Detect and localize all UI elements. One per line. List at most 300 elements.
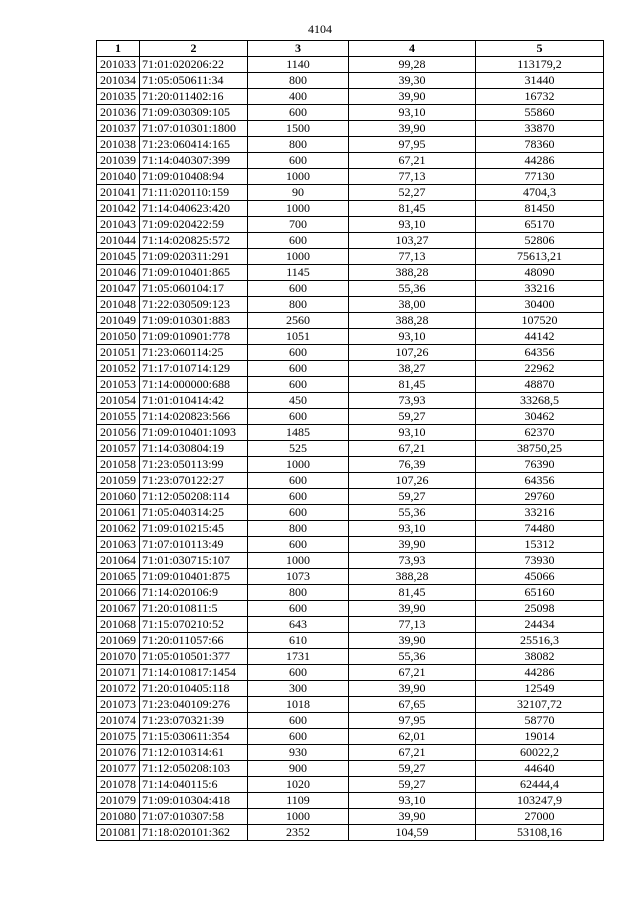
table-cell: 201046	[97, 265, 140, 281]
table-cell: 4704,3	[476, 185, 604, 201]
table-cell: 201078	[97, 777, 140, 793]
table-cell: 44286	[476, 153, 604, 169]
table-cell: 600	[248, 601, 349, 617]
table-cell: 62,01	[349, 729, 476, 745]
table-cell: 71:09:010408:94	[140, 169, 248, 185]
table-row	[97, 777, 604, 793]
table-cell: 800	[248, 73, 349, 89]
table-cell: 1000	[248, 809, 349, 825]
table-cell: 71:05:050611:34	[140, 73, 248, 89]
table-cell: 201050	[97, 329, 140, 345]
table-cell: 73,93	[349, 553, 476, 569]
table-row	[97, 73, 604, 89]
table-cell: 65170	[476, 217, 604, 233]
table-cell: 71:09:010304:418	[140, 793, 248, 809]
table-cell: 201063	[97, 537, 140, 553]
table-cell: 201045	[97, 249, 140, 265]
table-row	[97, 585, 604, 601]
table-cell: 71:09:010401:865	[140, 265, 248, 281]
table-body	[97, 57, 604, 841]
table-row	[97, 393, 604, 409]
table-row	[97, 137, 604, 153]
table-cell: 1109	[248, 793, 349, 809]
table-cell: 71:14:010817:1454	[140, 665, 248, 681]
table-cell: 81,45	[349, 585, 476, 601]
table-row	[97, 761, 604, 777]
table-cell: 600	[248, 713, 349, 729]
table-cell: 525	[248, 441, 349, 457]
table-cell: 201033	[97, 57, 140, 73]
table-cell: 201047	[97, 281, 140, 297]
table-cell: 33870	[476, 121, 604, 137]
table-cell: 201058	[97, 457, 140, 473]
table-cell: 71:14:020823:566	[140, 409, 248, 425]
table-cell: 71:09:010901:778	[140, 329, 248, 345]
table-cell: 71:09:030309:105	[140, 105, 248, 121]
table-cell: 38,00	[349, 297, 476, 313]
table-row	[97, 441, 604, 457]
table-cell: 59,27	[349, 489, 476, 505]
table-cell: 71:23:050113:99	[140, 457, 248, 473]
table-cell: 71:05:060104:17	[140, 281, 248, 297]
table-cell: 71:09:010301:883	[140, 313, 248, 329]
table-cell: 99,28	[349, 57, 476, 73]
table-row	[97, 345, 604, 361]
table-cell: 103247,9	[476, 793, 604, 809]
table-cell: 1000	[248, 553, 349, 569]
table-cell: 44142	[476, 329, 604, 345]
table-cell: 388,28	[349, 265, 476, 281]
table-cell: 1145	[248, 265, 349, 281]
table-cell: 39,90	[349, 601, 476, 617]
table-cell: 600	[248, 377, 349, 393]
table-cell: 15312	[476, 537, 604, 553]
table-cell: 38,27	[349, 361, 476, 377]
table-row	[97, 681, 604, 697]
table-cell: 59,27	[349, 777, 476, 793]
table-cell: 107,26	[349, 473, 476, 489]
table-cell: 201067	[97, 601, 140, 617]
table-cell: 64356	[476, 345, 604, 361]
table-cell: 93,10	[349, 521, 476, 537]
table-cell: 600	[248, 345, 349, 361]
table-cell: 62444,4	[476, 777, 604, 793]
table-cell: 643	[248, 617, 349, 633]
table-cell: 201055	[97, 409, 140, 425]
table-cell: 1073	[248, 569, 349, 585]
table-cell: 71:07:010307:58	[140, 809, 248, 825]
table-cell: 800	[248, 297, 349, 313]
table-cell: 201076	[97, 745, 140, 761]
table-cell: 201057	[97, 441, 140, 457]
table-cell: 71:20:011402:16	[140, 89, 248, 105]
table-row	[97, 521, 604, 537]
table-cell: 201056	[97, 425, 140, 441]
table-row	[97, 201, 604, 217]
table-cell: 201074	[97, 713, 140, 729]
table-cell: 201068	[97, 617, 140, 633]
table-cell: 388,28	[349, 569, 476, 585]
table-cell: 55,36	[349, 505, 476, 521]
table-row	[97, 537, 604, 553]
table-cell: 1000	[248, 169, 349, 185]
table-row	[97, 377, 604, 393]
table-cell: 71:07:010301:1800	[140, 121, 248, 137]
table-cell: 71:17:010714:129	[140, 361, 248, 377]
table-cell: 48870	[476, 377, 604, 393]
table-row	[97, 265, 604, 281]
table-cell: 67,65	[349, 697, 476, 713]
table-cell: 201054	[97, 393, 140, 409]
table-cell: 81,45	[349, 377, 476, 393]
column-header: 3	[248, 41, 349, 57]
table-cell: 600	[248, 233, 349, 249]
table-cell: 39,90	[349, 809, 476, 825]
table-cell: 1500	[248, 121, 349, 137]
table-cell: 31440	[476, 73, 604, 89]
table-cell: 600	[248, 281, 349, 297]
table-cell: 71:14:030804:19	[140, 441, 248, 457]
table-cell: 201034	[97, 73, 140, 89]
table-cell: 71:14:000000:688	[140, 377, 248, 393]
table-cell: 300	[248, 681, 349, 697]
table-cell: 55,36	[349, 281, 476, 297]
table-cell: 71:23:060414:165	[140, 137, 248, 153]
table-cell: 201039	[97, 153, 140, 169]
table-cell: 81450	[476, 201, 604, 217]
table-cell: 55,36	[349, 649, 476, 665]
table-cell: 2352	[248, 825, 349, 841]
table-cell: 900	[248, 761, 349, 777]
table-cell: 93,10	[349, 425, 476, 441]
table-cell: 600	[248, 489, 349, 505]
table-row	[97, 281, 604, 297]
table-row	[97, 697, 604, 713]
table-cell: 67,21	[349, 665, 476, 681]
table-cell: 201061	[97, 505, 140, 521]
table-cell: 600	[248, 473, 349, 489]
table-cell: 52,27	[349, 185, 476, 201]
table-cell: 450	[248, 393, 349, 409]
table-cell: 93,10	[349, 105, 476, 121]
table-cell: 107520	[476, 313, 604, 329]
table-cell: 71:11:020110:159	[140, 185, 248, 201]
table-cell: 39,90	[349, 89, 476, 105]
table-cell: 201043	[97, 217, 140, 233]
table-cell: 33268,5	[476, 393, 604, 409]
table-row	[97, 489, 604, 505]
table-cell: 33216	[476, 505, 604, 521]
table-cell: 388,28	[349, 313, 476, 329]
table-cell: 600	[248, 729, 349, 745]
table-cell: 78360	[476, 137, 604, 153]
table-cell: 93,10	[349, 793, 476, 809]
table-cell: 201048	[97, 297, 140, 313]
table-cell: 97,95	[349, 137, 476, 153]
table-row	[97, 329, 604, 345]
table-cell: 38082	[476, 649, 604, 665]
table-row	[97, 217, 604, 233]
table-cell: 71:09:020311:291	[140, 249, 248, 265]
table-cell: 201035	[97, 89, 140, 105]
table-row	[97, 617, 604, 633]
table-cell: 39,90	[349, 121, 476, 137]
table-cell: 71:12:050208:103	[140, 761, 248, 777]
table-cell: 71:01:030715:107	[140, 553, 248, 569]
table-cell: 60022,2	[476, 745, 604, 761]
table-cell: 201065	[97, 569, 140, 585]
table-cell: 1020	[248, 777, 349, 793]
table-cell: 77,13	[349, 169, 476, 185]
table-row	[97, 665, 604, 681]
table-cell: 201073	[97, 697, 140, 713]
table-cell: 90	[248, 185, 349, 201]
table-cell: 930	[248, 745, 349, 761]
table-row	[97, 793, 604, 809]
table-cell: 71:14:040115:6	[140, 777, 248, 793]
table-cell: 33216	[476, 281, 604, 297]
table-cell: 71:09:010215:45	[140, 521, 248, 537]
table-cell: 201064	[97, 553, 140, 569]
table-cell: 48090	[476, 265, 604, 281]
table-row	[97, 361, 604, 377]
table-cell: 201042	[97, 201, 140, 217]
table-row	[97, 233, 604, 249]
table-cell: 44640	[476, 761, 604, 777]
table-cell: 104,59	[349, 825, 476, 841]
table-cell: 39,90	[349, 537, 476, 553]
table-cell: 201080	[97, 809, 140, 825]
table-cell: 30462	[476, 409, 604, 425]
table-row	[97, 569, 604, 585]
table-cell: 2560	[248, 313, 349, 329]
table-cell: 800	[248, 521, 349, 537]
table-cell: 201069	[97, 633, 140, 649]
table-cell: 71:20:010811:5	[140, 601, 248, 617]
table-cell: 71:05:040314:25	[140, 505, 248, 521]
table-cell: 64356	[476, 473, 604, 489]
table-cell: 71:07:010113:49	[140, 537, 248, 553]
table-cell: 75613,21	[476, 249, 604, 265]
table-cell: 39,30	[349, 73, 476, 89]
table-cell: 201053	[97, 377, 140, 393]
table-cell: 201036	[97, 105, 140, 121]
table-cell: 71:23:060114:25	[140, 345, 248, 361]
table-cell: 12549	[476, 681, 604, 697]
table-cell: 67,21	[349, 153, 476, 169]
column-header: 1	[97, 41, 140, 57]
table-cell: 73930	[476, 553, 604, 569]
table-cell: 201051	[97, 345, 140, 361]
table-row	[97, 89, 604, 105]
table-cell: 201052	[97, 361, 140, 377]
table-row	[97, 409, 604, 425]
table-cell: 201066	[97, 585, 140, 601]
table-row	[97, 713, 604, 729]
table-cell: 39,90	[349, 633, 476, 649]
table-cell: 97,95	[349, 713, 476, 729]
table-cell: 71:12:010314:61	[140, 745, 248, 761]
table-cell: 77,13	[349, 249, 476, 265]
table-row	[97, 57, 604, 73]
table-cell: 45066	[476, 569, 604, 585]
table-cell: 71:14:040307:399	[140, 153, 248, 169]
table-cell: 71:18:020101:362	[140, 825, 248, 841]
table-row	[97, 169, 604, 185]
table-cell: 29760	[476, 489, 604, 505]
table-row	[97, 825, 604, 841]
table-row	[97, 633, 604, 649]
table-cell: 1000	[248, 249, 349, 265]
table-cell: 71:09:010401:1093	[140, 425, 248, 441]
table-cell: 610	[248, 633, 349, 649]
table-cell: 1731	[248, 649, 349, 665]
table-row	[97, 457, 604, 473]
table-cell: 800	[248, 585, 349, 601]
page-number: 4104	[308, 22, 332, 36]
table-cell: 67,21	[349, 745, 476, 761]
table-cell: 59,27	[349, 409, 476, 425]
table-cell: 93,10	[349, 329, 476, 345]
table-cell: 201060	[97, 489, 140, 505]
table-cell: 39,90	[349, 681, 476, 697]
table-cell: 65160	[476, 585, 604, 601]
table-cell: 77,13	[349, 617, 476, 633]
table-cell: 700	[248, 217, 349, 233]
table-cell: 71:01:020206:22	[140, 57, 248, 73]
table-cell: 71:05:010501:377	[140, 649, 248, 665]
table-row	[97, 553, 604, 569]
table-cell: 103,27	[349, 233, 476, 249]
table-cell: 201070	[97, 649, 140, 665]
table-cell: 201062	[97, 521, 140, 537]
table-cell: 600	[248, 409, 349, 425]
table-cell: 71:20:010405:118	[140, 681, 248, 697]
table-cell: 25516,3	[476, 633, 604, 649]
table-cell: 201077	[97, 761, 140, 777]
table-cell: 77130	[476, 169, 604, 185]
table-cell: 113179,2	[476, 57, 604, 73]
table-row	[97, 601, 604, 617]
table-cell: 25098	[476, 601, 604, 617]
table-row	[97, 745, 604, 761]
table-cell: 107,26	[349, 345, 476, 361]
table-cell: 71:09:010401:875	[140, 569, 248, 585]
table-cell: 44286	[476, 665, 604, 681]
table-cell: 76390	[476, 457, 604, 473]
column-header: 4	[349, 41, 476, 57]
table-cell: 1051	[248, 329, 349, 345]
table-cell: 71:15:070210:52	[140, 617, 248, 633]
column-header: 5	[476, 41, 604, 57]
table-cell: 201071	[97, 665, 140, 681]
table-cell: 73,93	[349, 393, 476, 409]
table-row	[97, 297, 604, 313]
table-cell: 16732	[476, 89, 604, 105]
table-cell: 22962	[476, 361, 604, 377]
table-cell: 600	[248, 505, 349, 521]
table-cell: 1140	[248, 57, 349, 73]
table-cell: 201037	[97, 121, 140, 137]
table-cell: 38750,25	[476, 441, 604, 457]
table-cell: 201044	[97, 233, 140, 249]
table-cell: 58770	[476, 713, 604, 729]
table-cell: 201072	[97, 681, 140, 697]
table-cell: 201049	[97, 313, 140, 329]
table-cell: 201040	[97, 169, 140, 185]
table-cell: 71:14:040623:420	[140, 201, 248, 217]
table-cell: 62370	[476, 425, 604, 441]
table-cell: 67,21	[349, 441, 476, 457]
table-cell: 71:23:070321:39	[140, 713, 248, 729]
table-cell: 59,27	[349, 761, 476, 777]
table-cell: 600	[248, 665, 349, 681]
table-cell: 53108,16	[476, 825, 604, 841]
table-cell: 76,39	[349, 457, 476, 473]
table-cell: 201081	[97, 825, 140, 841]
table-cell: 27000	[476, 809, 604, 825]
table-cell: 55860	[476, 105, 604, 121]
table-cell: 71:15:030611:354	[140, 729, 248, 745]
table-cell: 201041	[97, 185, 140, 201]
table-cell: 400	[248, 89, 349, 105]
table-row	[97, 313, 604, 329]
table-cell: 1018	[248, 697, 349, 713]
column-header: 2	[140, 41, 248, 57]
table-cell: 93,10	[349, 217, 476, 233]
table-cell: 30400	[476, 297, 604, 313]
table-cell: 32107,72	[476, 697, 604, 713]
table-row	[97, 649, 604, 665]
table-header-row	[97, 41, 604, 57]
table-cell: 81,45	[349, 201, 476, 217]
table-cell: 71:20:011057:66	[140, 633, 248, 649]
table-cell: 800	[248, 137, 349, 153]
table-cell: 24434	[476, 617, 604, 633]
table-row	[97, 185, 604, 201]
table-cell: 71:22:030509:123	[140, 297, 248, 313]
table-cell: 71:14:020106:9	[140, 585, 248, 601]
table-cell: 71:12:050208:114	[140, 489, 248, 505]
table-cell: 52806	[476, 233, 604, 249]
table-cell: 600	[248, 537, 349, 553]
table-row	[97, 121, 604, 137]
table-cell: 201075	[97, 729, 140, 745]
table-cell: 71:14:020825:572	[140, 233, 248, 249]
table-cell: 201059	[97, 473, 140, 489]
table-cell: 600	[248, 105, 349, 121]
table-cell: 1000	[248, 457, 349, 473]
table-row	[97, 153, 604, 169]
table-cell: 71:23:070122:27	[140, 473, 248, 489]
table-cell: 1000	[248, 201, 349, 217]
table-row	[97, 809, 604, 825]
table-row	[97, 105, 604, 121]
data-table	[96, 40, 604, 841]
table-row	[97, 505, 604, 521]
table-cell: 71:23:040109:276	[140, 697, 248, 713]
table-row	[97, 473, 604, 489]
table-cell: 1485	[248, 425, 349, 441]
table-cell: 74480	[476, 521, 604, 537]
table-cell: 71:01:010414:42	[140, 393, 248, 409]
table-cell: 19014	[476, 729, 604, 745]
table-cell: 600	[248, 153, 349, 169]
table-cell: 71:09:020422:59	[140, 217, 248, 233]
table-row	[97, 249, 604, 265]
table-row	[97, 425, 604, 441]
table-cell: 201079	[97, 793, 140, 809]
